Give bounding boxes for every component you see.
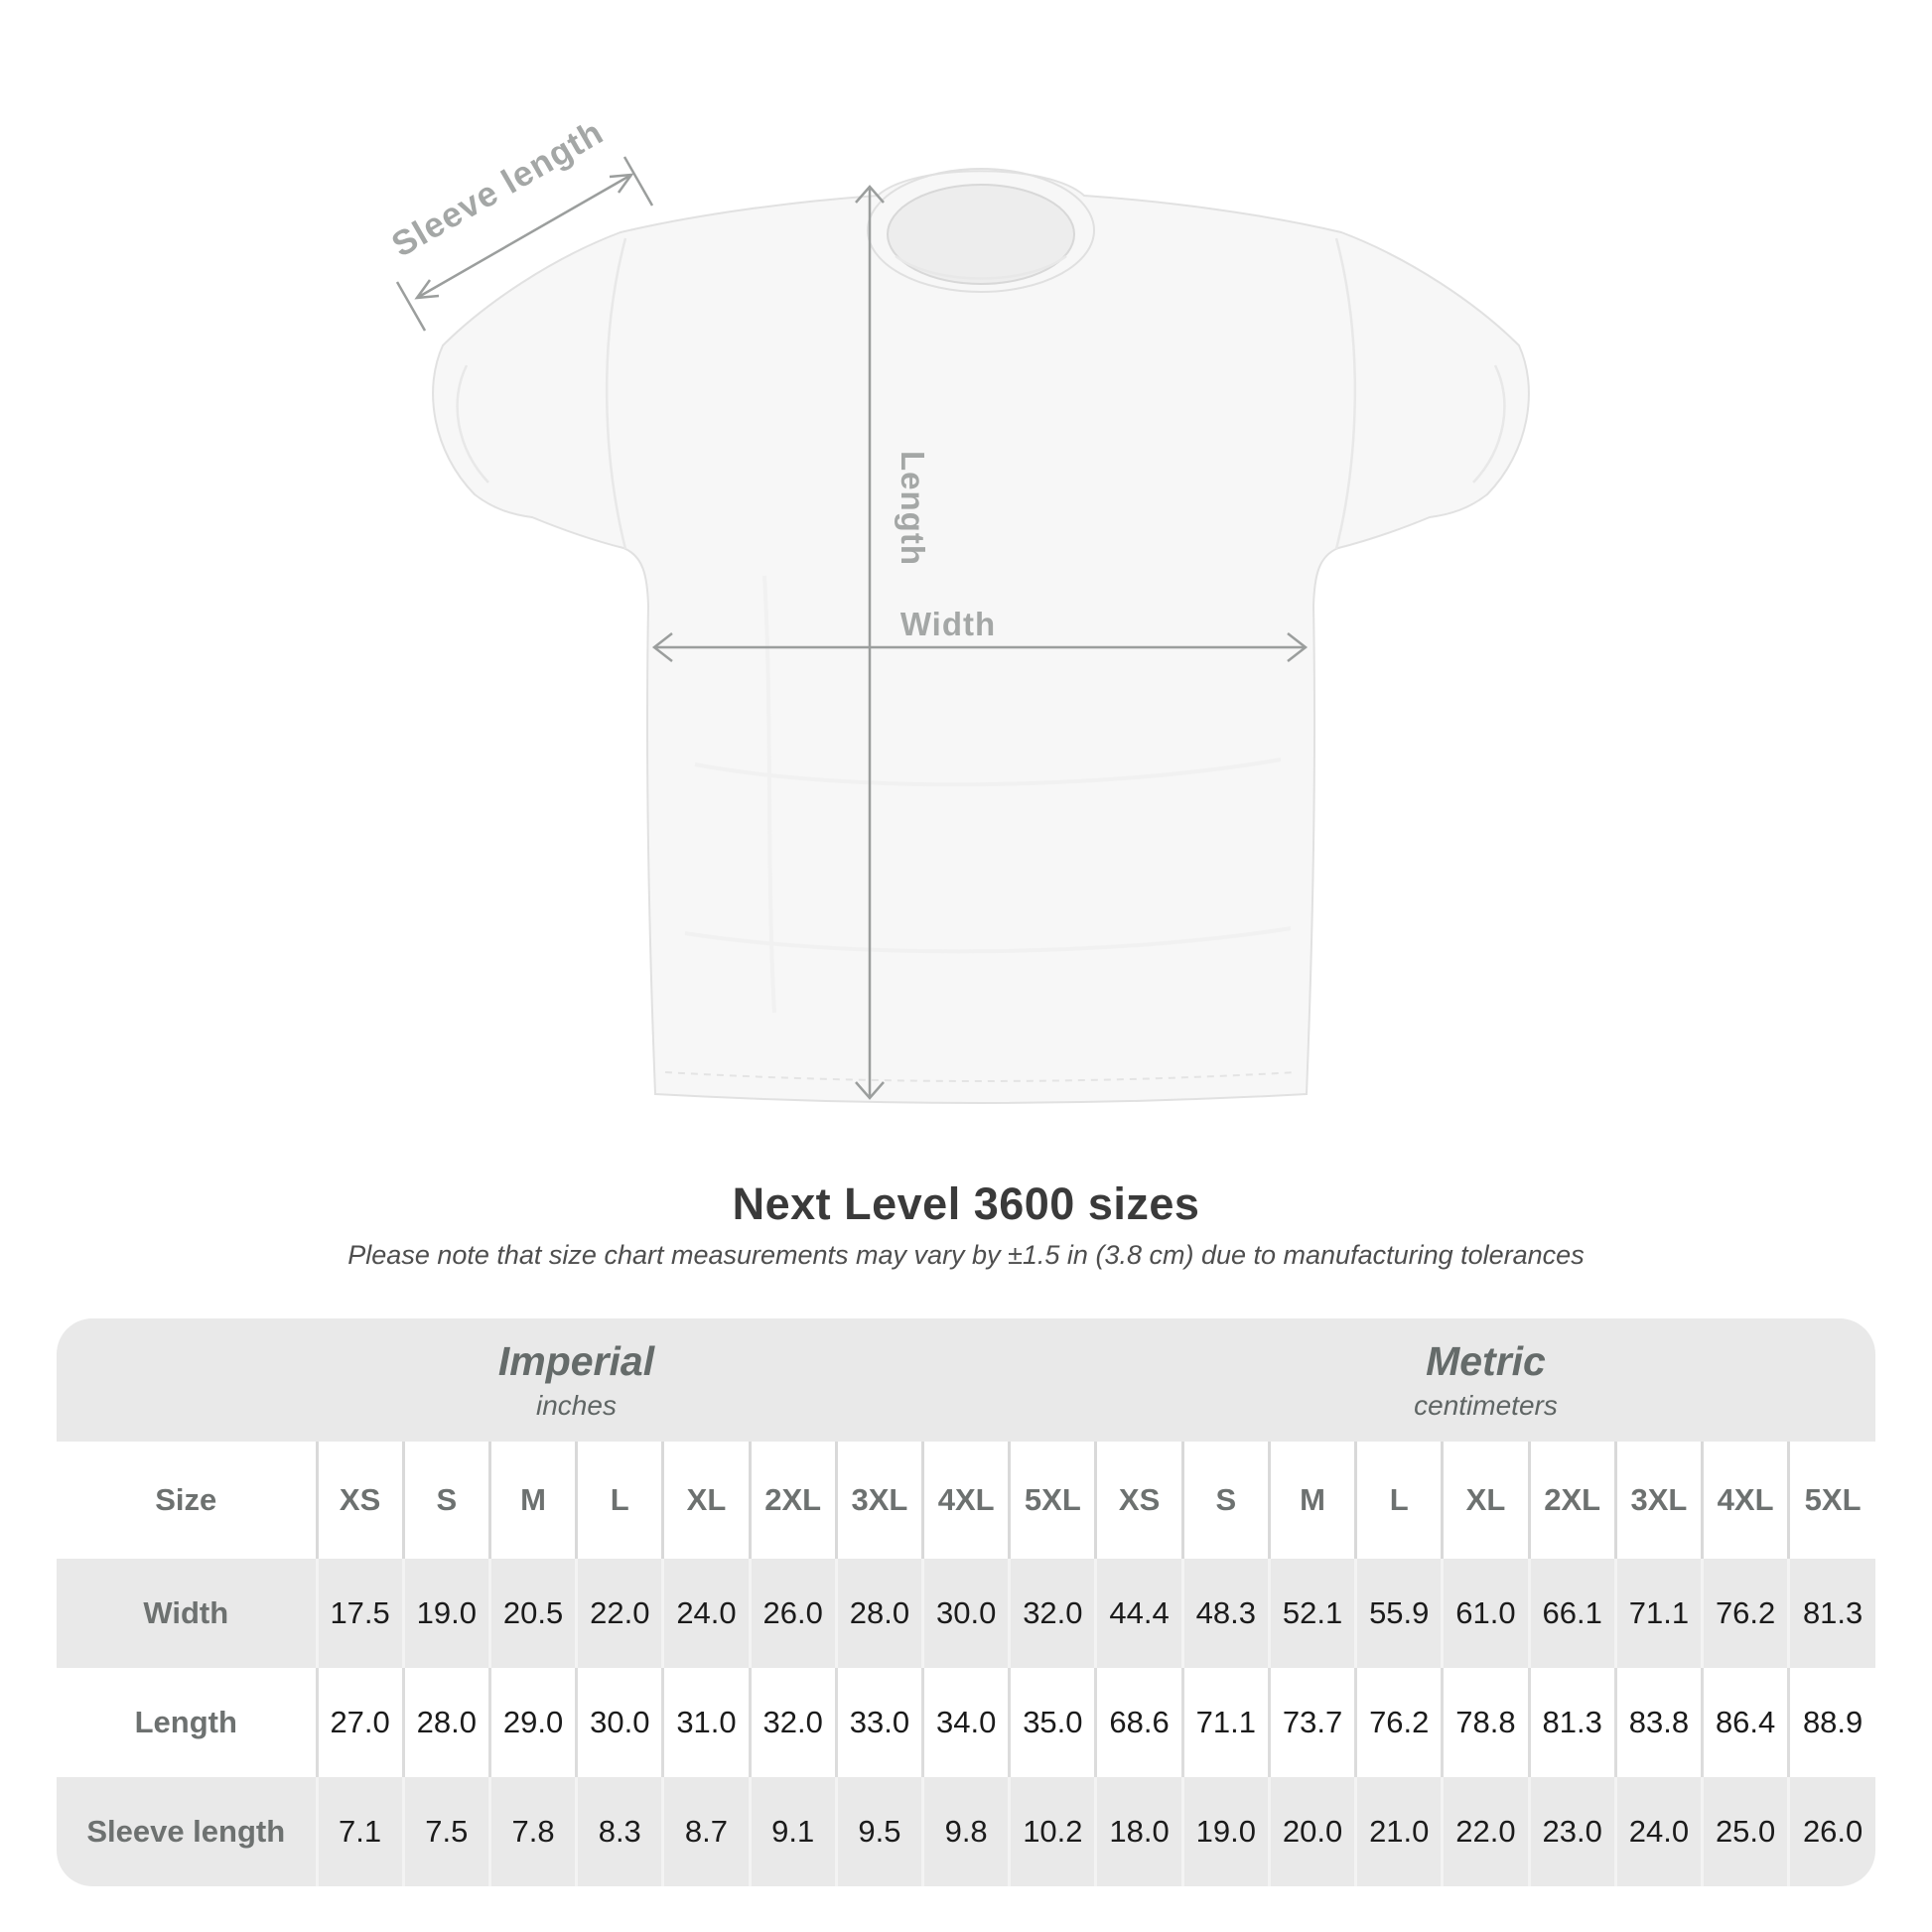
- sleeve-imperial-value: 7.1: [317, 1777, 403, 1886]
- sleeve-extension-line: [624, 157, 652, 206]
- length-imperial-value: 28.0: [403, 1668, 489, 1777]
- length-metric-value: 71.1: [1182, 1668, 1269, 1777]
- width-metric-value: 55.9: [1356, 1559, 1443, 1668]
- collar-opening: [888, 185, 1074, 284]
- width-metric-value: 48.3: [1182, 1559, 1269, 1668]
- width-metric-value: 52.1: [1269, 1559, 1355, 1668]
- size-header-imperial-2xl: 2XL: [750, 1442, 836, 1559]
- sleeve-metric-value: 18.0: [1096, 1777, 1182, 1886]
- sleeve-metric-value: 21.0: [1356, 1777, 1443, 1886]
- width-metric-value: 66.1: [1529, 1559, 1615, 1668]
- size-header-metric-m: M: [1269, 1442, 1355, 1559]
- size-header-metric-xl: XL: [1443, 1442, 1529, 1559]
- size-header-metric-5xl: 5XL: [1789, 1442, 1875, 1559]
- caption-block: [0, 1178, 1932, 1270]
- size-header-metric-4xl: 4XL: [1703, 1442, 1789, 1559]
- size-header-metric-l: L: [1356, 1442, 1443, 1559]
- page-title: Next Level 3600 sizes: [732, 1178, 1200, 1229]
- size-header-imperial-s: S: [403, 1442, 489, 1559]
- width-imperial-value: 30.0: [923, 1559, 1010, 1668]
- width-label: Width: [899, 606, 997, 642]
- metric-unit-note: centimeters: [1414, 1389, 1558, 1421]
- size-header-row: [57, 1442, 1875, 1559]
- sleeve-length-row: [57, 1777, 1875, 1886]
- length-label: Length: [895, 451, 931, 566]
- sleeve-imperial-value: 9.5: [836, 1777, 922, 1886]
- metric-header-cell: [1096, 1318, 1875, 1442]
- width-metric-value: 76.2: [1703, 1559, 1789, 1668]
- length-metric-value: 76.2: [1356, 1668, 1443, 1777]
- sleeve-imperial-value: 9.8: [923, 1777, 1010, 1886]
- size-header-imperial-xl: XL: [663, 1442, 750, 1559]
- length-metric-value: 68.6: [1096, 1668, 1182, 1777]
- length-imperial-value: 35.0: [1010, 1668, 1096, 1777]
- size-header-metric-2xl: 2XL: [1529, 1442, 1615, 1559]
- width-imperial-value: 17.5: [317, 1559, 403, 1668]
- sleeve-arrowhead-end: [610, 175, 631, 193]
- length-imperial-value: 30.0: [577, 1668, 663, 1777]
- sleeve-metric-value: 20.0: [1269, 1777, 1355, 1886]
- length-imperial-value: 29.0: [489, 1668, 576, 1777]
- width-row-label: Width: [143, 1595, 229, 1630]
- width-row: [57, 1559, 1875, 1668]
- sleeve-metric-value: 24.0: [1615, 1777, 1702, 1886]
- size-header-imperial-l: L: [577, 1442, 663, 1559]
- length-metric-value: 86.4: [1703, 1668, 1789, 1777]
- length-metric-value: 78.8: [1443, 1668, 1529, 1777]
- sleeve-length-row-label: Sleeve length: [86, 1814, 286, 1849]
- sleeve-imperial-value: 7.5: [403, 1777, 489, 1886]
- size-header-metric-s: S: [1182, 1442, 1269, 1559]
- sleeve-imperial-value: 10.2: [1010, 1777, 1096, 1886]
- tolerance-note: Please note that size chart measurements may vary by ±1.5 in (3.8 cm) due to manufacturing tolerances: [347, 1240, 1585, 1270]
- size-column-header: Size: [57, 1442, 317, 1559]
- sleeve-imperial-value: 9.1: [750, 1777, 836, 1886]
- sleeve-length-label: Sleeve length: [385, 112, 611, 265]
- size-chart-table: [57, 1318, 1875, 1886]
- length-row-label: Length: [57, 1668, 317, 1777]
- sleeve-metric-value: 25.0: [1703, 1777, 1789, 1886]
- sleeve-imperial-value: 8.3: [577, 1777, 663, 1886]
- length-metric-value: 83.8: [1615, 1668, 1702, 1777]
- sleeve-metric-value: 19.0: [1182, 1777, 1269, 1886]
- length-row: [57, 1668, 1875, 1777]
- unit-header-row: [57, 1318, 1875, 1442]
- size-header-imperial-4xl: 4XL: [923, 1442, 1010, 1559]
- sleeve-extension-line: [397, 282, 425, 331]
- length-imperial-value: 33.0: [836, 1668, 922, 1777]
- size-header-metric-xs: XS: [1096, 1442, 1182, 1559]
- length-imperial-value: 27.0: [317, 1668, 403, 1777]
- imperial-unit-note: inches: [536, 1389, 617, 1421]
- size-header-imperial-m: M: [489, 1442, 576, 1559]
- length-imperial-value: 34.0: [923, 1668, 1010, 1777]
- width-imperial-value: 32.0: [1010, 1559, 1096, 1668]
- width-imperial-value: 19.0: [403, 1559, 489, 1668]
- length-metric-value: 88.9: [1789, 1668, 1875, 1777]
- size-header-imperial-3xl: 3XL: [836, 1442, 922, 1559]
- width-metric-value: 71.1: [1615, 1559, 1702, 1668]
- length-imperial-value: 32.0: [750, 1668, 836, 1777]
- width-imperial-value: 22.0: [577, 1559, 663, 1668]
- imperial-header: Imperial: [497, 1337, 655, 1384]
- width-metric-value: 61.0: [1443, 1559, 1529, 1668]
- width-metric-value: 44.4: [1096, 1559, 1182, 1668]
- imperial-header-cell: [57, 1318, 1096, 1442]
- sleeve-arrowhead-start: [417, 280, 439, 298]
- metric-header: Metric: [1426, 1337, 1546, 1384]
- length-imperial-value: 31.0: [663, 1668, 750, 1777]
- width-metric-value: 81.3: [1789, 1559, 1875, 1668]
- width-imperial-value: 26.0: [750, 1559, 836, 1668]
- length-metric-value: 73.7: [1269, 1668, 1355, 1777]
- size-header-imperial-5xl: 5XL: [1010, 1442, 1096, 1559]
- width-imperial-value: 28.0: [836, 1559, 922, 1668]
- width-imperial-value: 20.5: [489, 1559, 576, 1668]
- sleeve-metric-value: 22.0: [1443, 1777, 1529, 1886]
- sleeve-imperial-value: 7.8: [489, 1777, 576, 1886]
- sleeve-metric-value: 23.0: [1529, 1777, 1615, 1886]
- width-imperial-value: 24.0: [663, 1559, 750, 1668]
- size-header-imperial-xs: XS: [317, 1442, 403, 1559]
- length-metric-value: 81.3: [1529, 1668, 1615, 1777]
- sleeve-metric-value: 26.0: [1789, 1777, 1875, 1886]
- sleeve-imperial-value: 8.7: [663, 1777, 750, 1886]
- size-header-metric-3xl: 3XL: [1615, 1442, 1702, 1559]
- size-chart-table-card: [57, 1318, 1875, 1886]
